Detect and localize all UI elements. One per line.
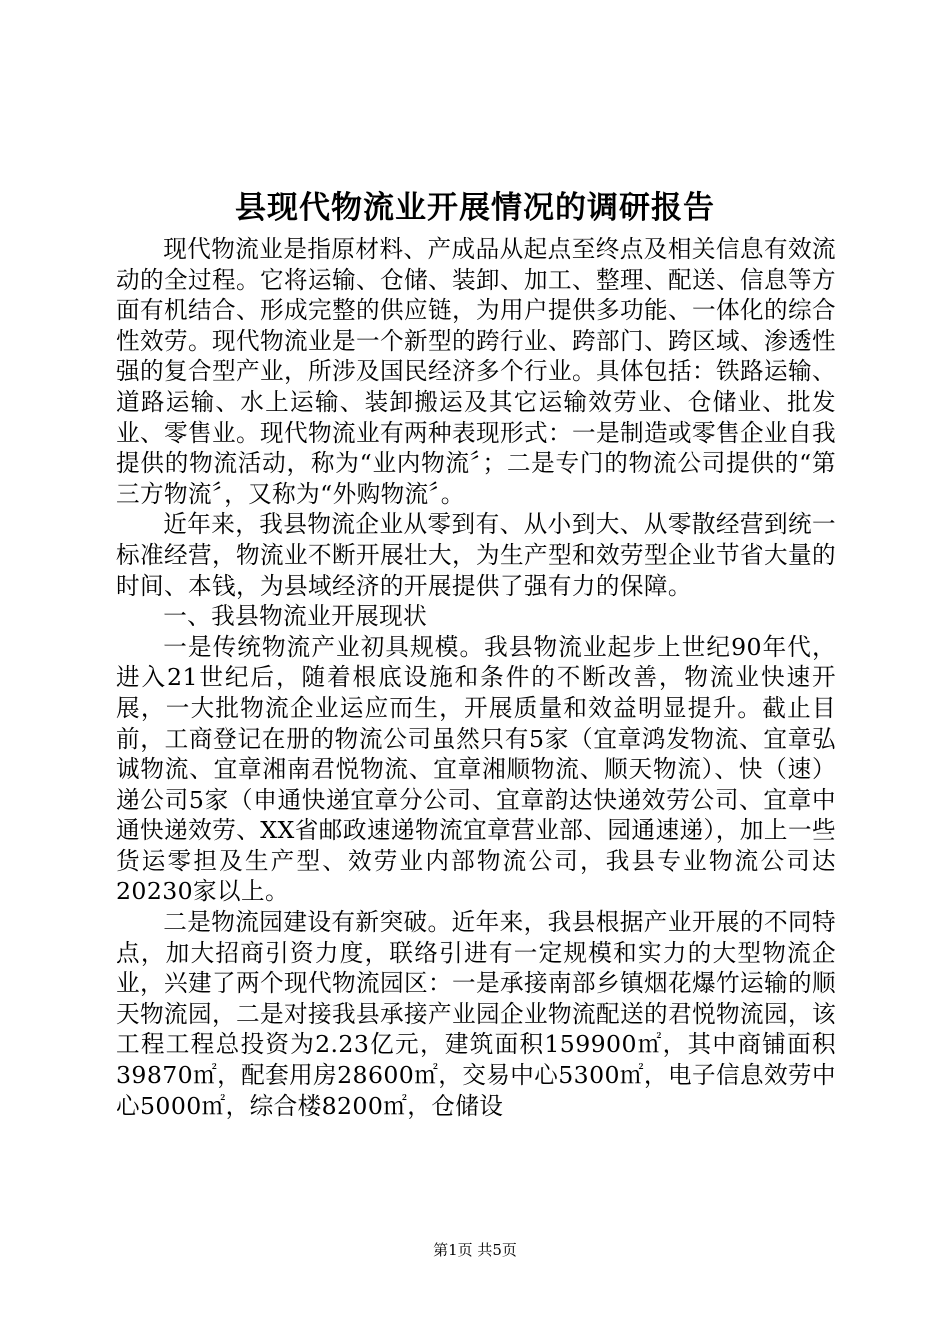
paragraph-intro: 现代物流业是指原材料、产成品从起点至终点及相关信息有效流动的全过程。它将运输、仓储、装卸、加工、整理、配送、信息等方面有机结合、形成完整的供应链，为用户提供多功能、一体化的综合性效劳。现代物流业是一个新型的跨行业、跨部门、跨区域、渗透性强的复合型产业，所涉及国民经济多个行业。具体包括：铁路运输、道路运输、水上运输、装卸搬运及其它运输效劳业、仓储业、批发业、零售业。现代物流业有两种表现形式：一是制造或零售企业自我提供的物流活动，称为“业内物流〞；二是专门的物流公司提供的“第三方物流〞，又称为“外购物流〞。 xyxy=(116,235,836,508)
page-number-footer: 第1页 共5页 xyxy=(433,1241,517,1259)
paragraph-recent-development: 近年来，我县物流企业从零到有、从小到大、从零散经营到统一标准经营，物流业不断开展壮大，为生产型和效劳型企业节省大量的时间、本钱，为县域经济的开展提供了强有力的保障。 xyxy=(116,510,836,600)
document-title: 县现代物流业开展情况的调研报告 xyxy=(235,190,715,226)
document-body xyxy=(116,234,836,1121)
section-heading-current-status: 一、我县物流业开展现状 xyxy=(163,602,428,631)
paragraph-traditional-logistics: 一是传统物流产业初具规模。我县物流业起步上世纪90年代，进入21世纪后，随着根底设施和条件的不断改善，物流业快速开展，一大批物流企业运应而生，开展质量和效益明显提升。截止目前，工商登记在册的物流公司虽然只有5家（宜章鸿发物流、宜章弘诚物流、宜章湘南君悦物流、宜章湘顺物流、顺天物流）、快（速）递公司5家（申通快递宜章分公司、宜章韵达快递效劳公司、宜章中通快递效劳、XX省邮政速递物流宜章营业部、园通速递），加上一些货运零担及生产型、效劳业内部物流公司，我县专业物流公司达20230家以上。 xyxy=(116,632,836,906)
paragraph-logistics-park: 二是物流园建设有新突破。近年来，我县根据产业开展的不同特点，加大招商引资力度，联络引进有一定规模和实力的大型物流企业，兴建了两个现代物流园区：一是承接南部乡镇烟花爆竹运输的顺天物流园，二是对接我县承接产业园企业物流配送的君悦物流园，该工程工程总投资为2.23亿元，建筑面积159900㎡，其中商铺面积39870㎡，配套用房28600㎡，交易中心5300㎡，电子信息效劳中心5000㎡，综合楼8200㎡，仓储设 xyxy=(116,908,836,1120)
